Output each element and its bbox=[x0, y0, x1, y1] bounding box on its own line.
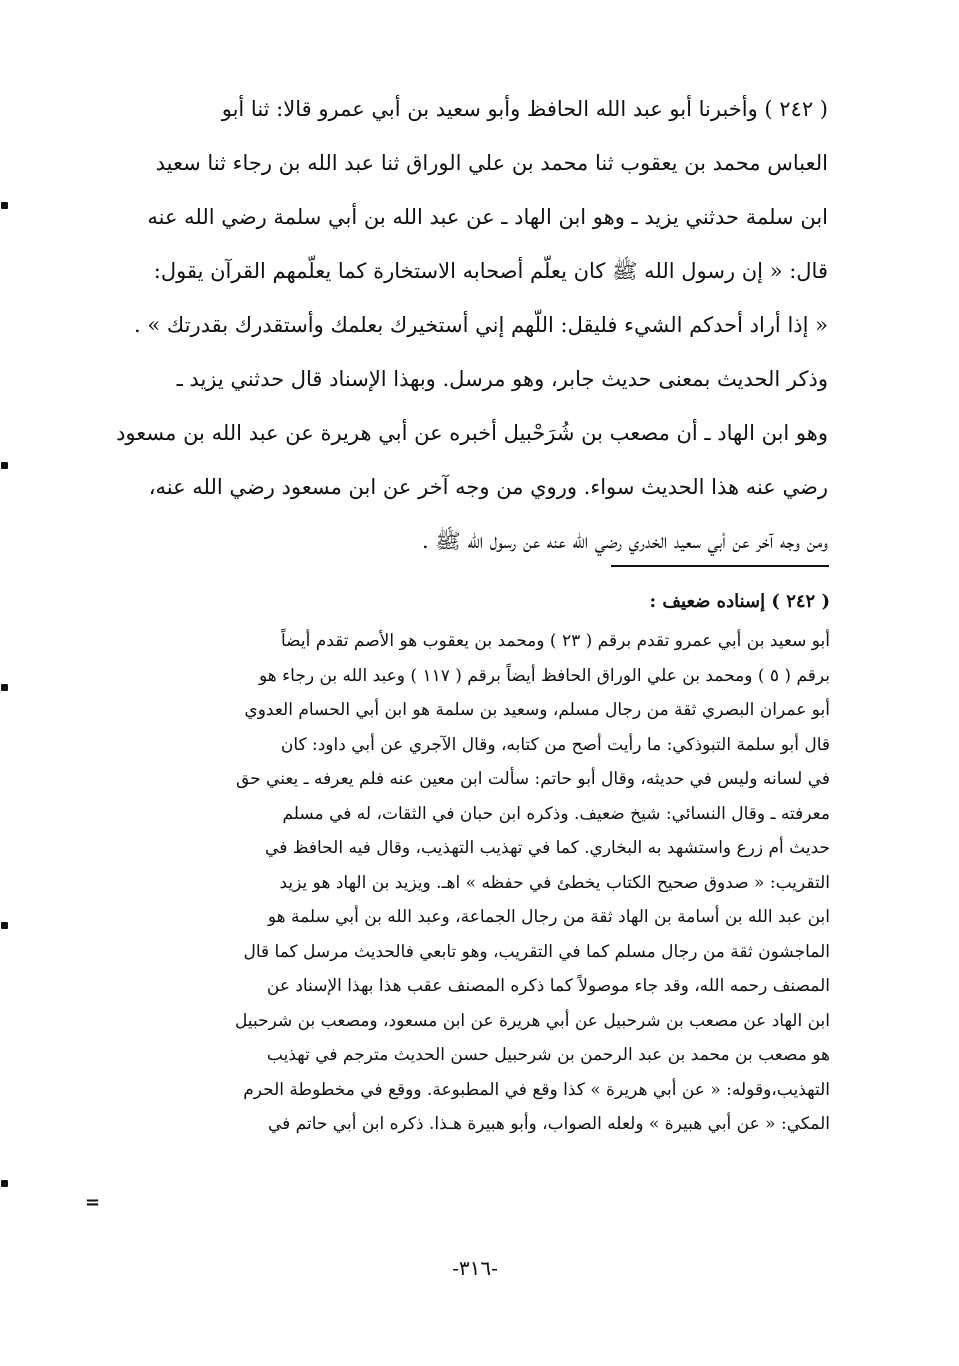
footnote-line: التقريب: « صدوق صحيح الكتاب يخطئ في حفظه » اهـ. ويزيد بن الهاد هو يزيد bbox=[279, 872, 830, 893]
footnote-line: برقم ( ٥ ) ومحمد بن علي الوراق الحافظ أيضاً برقم ( ١١٧ ) وعبد الله بن رجاء هو bbox=[259, 665, 830, 686]
main-text-line: وهو ابن الهاد ـ أن مصعب بن شُرَحْبيل أخبره عن أبي هريرة عن عبد الله بن مسعود bbox=[116, 421, 828, 445]
margin-mark bbox=[1, 202, 8, 209]
main-text-line: قال: « إن رسول الله ﷺ كان يعلّم أصحابه الاستخارة كما يعلّمهم القرآن يقول: bbox=[153, 259, 828, 283]
footnote-line: معرفته ـ وقال النسائي: شيخ ضعيف. وذكره ابن حبان في الثقات، له في مسلم bbox=[282, 803, 830, 824]
footnote-line: أبو عمران البصري ثقة من رجال مسلم، وسعيد بن سلمة هو ابن أبي الحسام العدوي bbox=[244, 700, 830, 720]
footnote-line: المصنف رحمه الله، وقد جاء موصولاً كما ذكره المصنف عقب هذا بهذا الإسناد عن bbox=[266, 976, 830, 996]
main-text-line: العباس محمد بن يعقوب ثنا محمد بن علي الوراق ثنا عبد الله بن رجاء ثنا سعيد bbox=[155, 151, 828, 175]
continuation-mark: = bbox=[85, 1192, 101, 1213]
main-text-line: ( ٢٤٢ ) وأخبرنا أبو عبد الله الحافظ وأبو سعيد بن أبي عمرو قالا: ثنا أبو bbox=[221, 97, 828, 121]
margin-mark bbox=[1, 1180, 8, 1187]
main-text-line: « إذا أراد أحدكم الشيء فليقل: اللّهم إني أستخيرك بعلمك وأستقدرك بقدرتك » . bbox=[134, 313, 828, 337]
main-text-line: ومن وجه آخر عن أبي سعيد الخدري رضي الله عنه عن رسول الله ﷺ . bbox=[422, 529, 828, 553]
footnote-line: ابن الهاد عن مصعب بن شرحبيل عن أبي هريرة عن ابن مسعود، ومصعب بن شرحبيل bbox=[234, 1010, 830, 1031]
footnote-line: أبو سعيد بن أبي عمرو تقدم برقم ( ٢٣ ) ومحمد بن يعقوب هو الأصم تقدم أيضاً bbox=[280, 631, 830, 651]
main-text-line: وذكر الحديث بمعنى حديث جابر، وهو مرسل. وبهذا الإسناد قال حدثني يزيد ـ bbox=[176, 367, 828, 391]
main-text-line: رضي عنه هذا الحديث سواء. وروي من وجه آخر عن ابن مسعود رضي الله عنه، bbox=[148, 475, 828, 499]
footnote-line: حديث أم زرع واستشهد به البخاري. كما في تهذيب التهذيب، وقال فيه الحافظ في bbox=[265, 838, 830, 858]
footnote-line: التهذيب،وقوله: « عن أبي هريرة » كذا وقع في المطبوعة. ووقع في مخطوطة الحرم bbox=[243, 1079, 830, 1100]
footnote-line: هو مصعب بن محمد بن عبد الرحمن بن شرحبيل حسن الحديث مترجم في تهذيب bbox=[266, 1045, 830, 1065]
page-number: -٣١٦- bbox=[452, 1256, 498, 1280]
main-text-line: ابن سلمة حدثني يزيد ـ وهو ابن الهاد ـ عن عبد الله بن أبي سلمة رضي الله عنه bbox=[147, 205, 828, 229]
footnote-line: المكي: « عن أبي هبيرة » ولعله الصواب، وأبو هبيرة هـذا. ذكره ابن أبي حاتم في bbox=[267, 1114, 830, 1134]
footnote-heading: ( ٢٤٢ ) إسناده ضعيف : bbox=[649, 591, 830, 612]
footnote-text bbox=[100, 624, 830, 1142]
main-text bbox=[100, 82, 828, 568]
footnote-line: قال أبو سلمة التبوذكي: ما رأيت أصح من كتابه، وقال الآجري عن أبي داود: كان bbox=[280, 734, 830, 755]
footnote-line: في لسانه وليس في حديثه، وقال أبو حاتم: سألت ابن معين عنه فلم يعرفه ـ يعني حق bbox=[235, 769, 830, 789]
margin-mark bbox=[1, 684, 8, 691]
footnote-line: الماجشون ثقة من رجال مسلم كما في التقريب، وهو تابعي فالحديث مرسل كما قال bbox=[243, 941, 830, 962]
margin-mark bbox=[1, 922, 8, 929]
footnote-line: ابن عبد الله بن أسامة بن الهاد ثقة من رجال الجماعة، وعبد الله بن أبي سلمة هو bbox=[267, 907, 830, 927]
margin-mark bbox=[1, 462, 8, 469]
footnote-separator bbox=[611, 565, 829, 567]
